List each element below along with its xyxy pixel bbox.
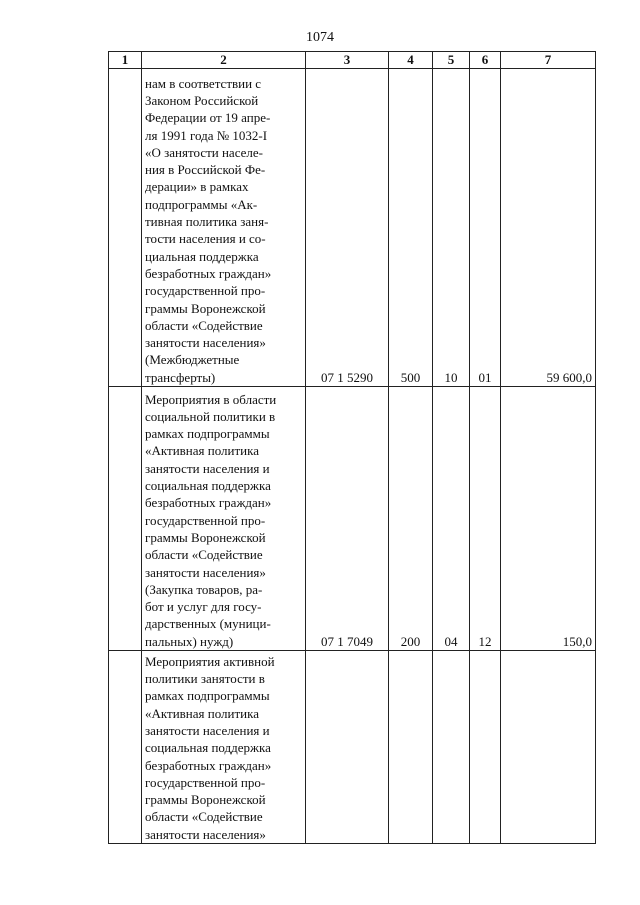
row-number-cell xyxy=(109,651,142,844)
row-number-cell xyxy=(109,387,142,651)
budget-table xyxy=(108,51,596,844)
header-col-4: 4 xyxy=(389,52,433,69)
code-cell: 07 1 7049 xyxy=(306,387,389,651)
col4-cell: 200 xyxy=(389,387,433,651)
header-col-3: 3 xyxy=(306,52,389,69)
col6-cell: 12 xyxy=(470,387,501,651)
code-cell xyxy=(306,651,389,844)
col6-cell: 01 xyxy=(470,69,501,387)
col5-cell: 04 xyxy=(433,387,470,651)
code-cell: 07 1 5290 xyxy=(306,69,389,387)
table-header xyxy=(109,52,596,69)
page-number: 1074 xyxy=(306,30,334,45)
header-col-2: 2 xyxy=(142,52,306,69)
description-cell: нам в соответствии с Законом Российской Федерации от 19 апре- ля 1991 года № 1032-I «О занятости населе- ния в Российской Фе- дерации» в рамках подпрограммы «Ак- тивная политика заня- тости населения и со- циальная поддержка безработных граждан» государственной про- граммы Воронежской области «Содействие занятости населения» (Межбюджетные трансферты) xyxy=(142,69,306,387)
col4-cell xyxy=(389,651,433,844)
header-col-7: 7 xyxy=(501,52,596,69)
amount-cell xyxy=(501,651,596,844)
col6-cell xyxy=(470,651,501,844)
description-cell: Мероприятия в области социальной политики в рамках подпрограммы «Активная политика занятости населения и социальная поддержка безработных граждан» государственной про- граммы Воронежской области «Содействие занятости населения» (Закупка товаров, ра- бот и услуг для госу- дарственных (муници- пальных) нужд) xyxy=(142,387,306,651)
table-row xyxy=(109,387,596,651)
header-col-1: 1 xyxy=(109,52,142,69)
header-col-5: 5 xyxy=(433,52,470,69)
header-col-6: 6 xyxy=(470,52,501,69)
table-row xyxy=(109,651,596,844)
header-row xyxy=(109,52,596,69)
amount-cell: 150,0 xyxy=(501,387,596,651)
description-cell: Мероприятия активной политики занятости в рамках подпрограммы «Активная политика занятости населения и социальная поддержка безработных граждан» государственной про- граммы Воронежской области «Содействие занятости населения» xyxy=(142,651,306,844)
amount-cell: 59 600,0 xyxy=(501,69,596,387)
table-row xyxy=(109,69,596,387)
col5-cell: 10 xyxy=(433,69,470,387)
col5-cell xyxy=(433,651,470,844)
row-number-cell xyxy=(109,69,142,387)
col4-cell: 500 xyxy=(389,69,433,387)
